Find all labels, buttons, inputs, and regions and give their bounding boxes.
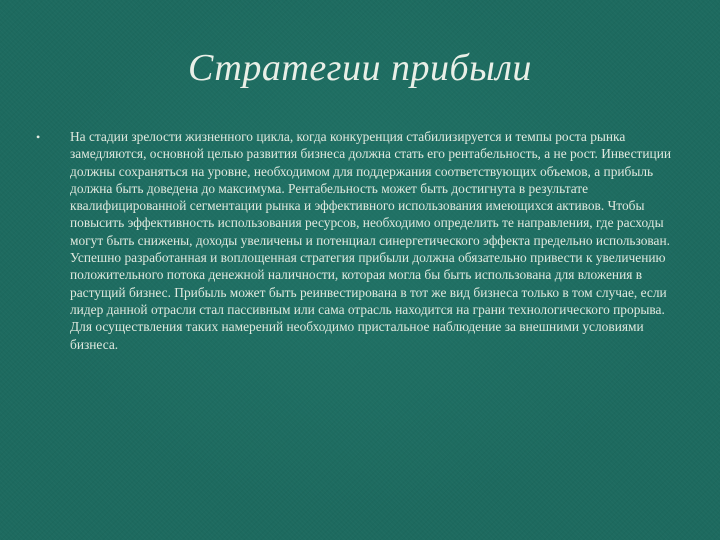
bullet-item	[36, 128, 688, 353]
bullet-marker-icon: •	[36, 130, 41, 144]
bullet-text: На стадии зрелости жизненного цикла, когда конкуренция стабилизируется и темпы роста рынка замедляются, основной целью развития бизнеса должна стать его рентабельность, а не рост. Инвестиции должны сохраняться на уровне, необходимом для поддержания соответствующих объемов, а прибыль должна быть доведена до максимума. Рентабельность может быть достигнута в результате квалифицированной сегментации рынка и эффективного использования имеющихся активов. Чтобы повысить эффективность использования ресурсов, необходимо определить те направления, где расходы могут быть снижены, доходы увеличены и потенциал синергетического эффекта предельно использован. Успешно разработанная и воплощенная стратегия прибыли должна обязательно привести к увеличению положительного потока денежной наличности, которая могла бы быть использована для вложения в растущий бизнес. Прибыль может быть реинвестирована в тот же вид бизнеса только в том случае, если лидер данной отрасли стал пассивным или сама отрасль находится на грани технологического прорыва. Для осуществления таких намерений необходимо пристальное наблюдение за внешними условиями бизнеса.	[70, 129, 672, 352]
slide-content	[36, 128, 688, 353]
slide-title: Стратегии прибыли	[188, 47, 532, 89]
